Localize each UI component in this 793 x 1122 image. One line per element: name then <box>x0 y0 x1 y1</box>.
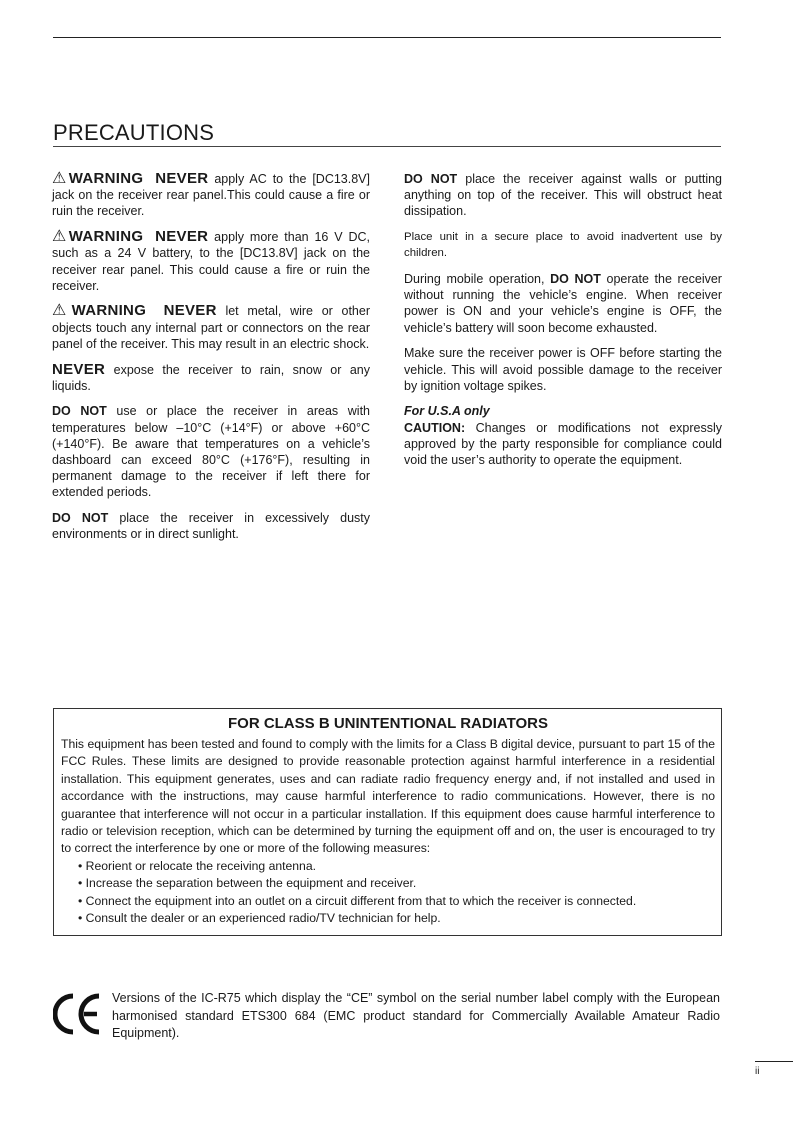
do-not-label: DO NOT <box>52 511 109 526</box>
warning-triangle-icon: ⚠ <box>52 228 69 246</box>
warning-label: WARNING <box>68 228 144 246</box>
caution-label: CAUTION: <box>404 420 466 435</box>
power-off-paragraph <box>404 345 722 394</box>
rain-paragraph <box>52 362 370 394</box>
warning-triangle-icon: ⚠ <box>52 170 69 187</box>
fcc-notice-box <box>53 708 722 936</box>
caution-text: Changes or modifications not expressly approved by the party responsible for compliance could void the user’s authority to operate the equipment. <box>404 420 722 468</box>
list-item: • Reorient or relocate the receiving antenna. <box>78 858 715 875</box>
warning-text: apply more than 16 V DC, such as a 24 V battery, to the [DC13.8V] jack on the receiver rear panel. This could cause a fire or ruin the receiver. <box>52 230 370 293</box>
never-label: NEVER <box>155 228 209 246</box>
caution-paragraph <box>404 420 722 469</box>
paragraph-text: use or place the receiver in areas with temperatures below –10°C (+14°F) or above +60°C (+140°F). Be aware that temperatures on a vehicle’s dashboard can exceed 80°C (+176°F), resulting in permanent damage to the receiver if left there for extended periods. <box>52 404 370 500</box>
temperature-paragraph <box>52 403 370 500</box>
paragraph-text: expose the receiver to rain, snow or any liquids. <box>52 362 370 393</box>
walls-paragraph <box>404 171 722 220</box>
list-item: • Consult the dealer or an experienced radio/TV technician for help. <box>78 910 715 927</box>
right-column <box>404 171 722 478</box>
warning-text: apply AC to the [DC13.8V] jack on the receiver rear panel.This could cause a fire or ruin the receiver. <box>52 172 370 219</box>
warning-paragraph-ac <box>52 171 370 220</box>
usa-only-heading: For U.S.A only <box>404 404 490 419</box>
fcc-body: This equipment has been tested and found to comply with the limits for a Class B digital device, pursuant to part 15 of the FCC Rules. These limits are designed to provide reasonable protection against harmful interference in a residential installation. This equipment generates, uses and can radiate radio frequency energy and, if not installed and used in accordance with the instructions, may cause harmful interference to radio communications. However, there is no guarantee that interference will not occur in a particular installation. If this equipment does cause harmful interference to radio or television reception, which can be determined by turning the equipment off and on, the user is encouraged to try to correct the interference by one or more of the following measures: <box>61 737 715 856</box>
never-label: NEVER <box>52 360 106 378</box>
do-not-label: DO NOT <box>404 172 458 186</box>
children-paragraph <box>404 229 722 261</box>
warning-label: WARNING <box>71 302 147 320</box>
mobile-operation-paragraph <box>404 271 722 336</box>
never-label: NEVER <box>155 170 209 187</box>
dust-paragraph <box>52 510 370 542</box>
never-label: NEVER <box>163 302 217 320</box>
ce-mark-icon <box>53 993 103 1035</box>
do-not-label: DO NOT <box>52 404 107 419</box>
warning-label: WARNING <box>68 170 144 187</box>
paragraph-text: place the receiver against walls or putting anything on top of the receiver. This will obstruct heat dissipation. <box>404 172 722 219</box>
list-item: • Connect the equipment into an outlet on a circuit different from that to which the receiver is connected. <box>78 893 715 910</box>
page-title: PRECAUTIONS <box>53 120 721 147</box>
left-column <box>52 171 370 552</box>
paragraph-pre-text: During mobile operation, <box>404 272 545 287</box>
warning-text: let metal, wire or other objects touch any internal part or connectors on the rear panel of the receiver. This may result in an electric shock. <box>52 304 370 351</box>
top-rule <box>53 37 721 38</box>
page-number: ii <box>755 1066 760 1077</box>
warning-paragraph-metal <box>52 303 370 352</box>
list-item: • Increase the separation between the equipment and receiver. <box>78 875 715 892</box>
fcc-title: FOR CLASS B UNINTENTIONAL RADIATORS <box>227 715 548 732</box>
warning-paragraph-voltage <box>52 229 370 294</box>
warning-triangle-icon: ⚠ <box>52 302 72 320</box>
fcc-measures-list <box>61 858 715 928</box>
page-number-rule <box>755 1061 793 1062</box>
ce-compliance-text: Versions of the IC-R75 which display the “CE” symbol on the serial number label comply with the European harmonised standard ETS300 684 (EMC product standard for Commercially Available Amateur Radio Equipment). <box>112 991 720 1041</box>
paragraph-text: place the receiver in excessively dusty environments or in direct sunlight. <box>52 511 370 542</box>
paragraph-text: Make sure the receiver power is OFF before starting the vehicle. This will avoid possible damage to the receiver by ignition voltage spikes. <box>404 346 722 393</box>
paragraph-text: Place unit in a secure place to avoid inadvertent use by children. <box>404 231 722 260</box>
paragraph-text: operate the receiver without running the vehicle’s engine. When receiver power is ON and your vehicle’s engine is OFF, the vehicle’s battery will soon become exhausted. <box>404 272 722 335</box>
do-not-label: DO NOT <box>550 272 601 287</box>
